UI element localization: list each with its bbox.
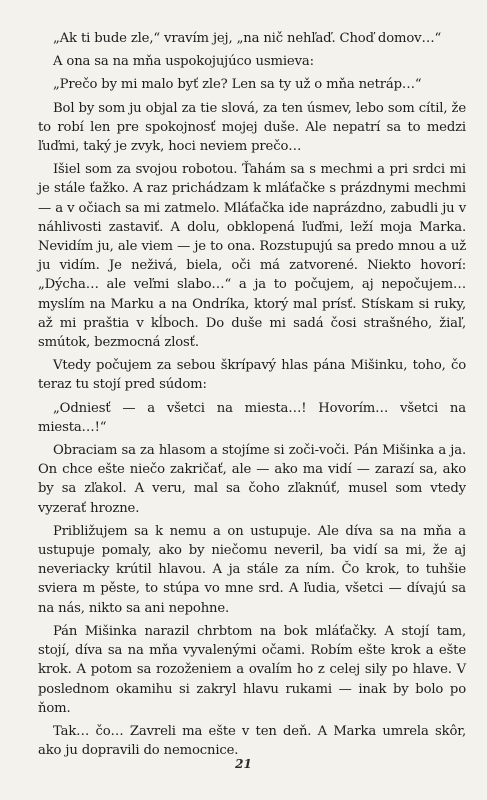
paragraph-8: Obraciam sa za hlasom a stojíme si zoči-voči. Pán Mišinka a ja. On chce ešte niečo zakričať, ale — ako ma vidí — zarazí sa, ako by sa zľakol. A veru, mal sa čoho zľaknúť, musel som vtedy vyzerať hrozne.: [38, 443, 466, 516]
paragraph-6: Vtedy počujem za sebou škrípavý hlas pána Mišinku, toho, čo teraz tu stojí pred súdom:: [38, 358, 466, 393]
page-number: 21: [235, 757, 252, 771]
paragraph-7: „Odniesť — a všetci na miesta…! Hovorím… všetci na miesta…!“: [38, 400, 466, 435]
paragraph-5: Išiel som za svojou robotou. Ťahám sa s mechmi a pri srdci mi je stále ťažko. A raz prichádzam k mláťačke s prázdnymi mechmi — a v očiach sa mi zatmelo. Mláťačka ide naprázdno, zabudli ju v náhlivosti zastaviť. A dolu, obklopená ľuďmi, leží moja Marka. Nevidím ju, ale viem — je to ona. Rozstupujú sa predo mnou a už ju vidím. Je neživá, biela, oči má zatvorené. Niekto hovorí: „Dýcha… ale veľmi slabo…“ a ja to počujem, aj nepočujem… myslím na Marku a na Ondríka, ktorý mal prísť. Stískam si ruky, až mi praštia v kĺboch. Do duše mi sadá čosi strašného, žiaľ, smútok, bezmocná zlosť.: [38, 162, 466, 351]
paragraph-1: „Ak ti bude zle,“ vravím jej, „na nič nehľaď. Choď domov…“: [53, 31, 442, 46]
paragraph-10: Pán Mišinka narazil chrbtom na bok mláťačky. A stojí tam, stojí, díva sa na mňa vyvalenými očami. Robím ešte krok a ešte krok. A potom sa rozoženiem a ovalím ho z celej sily po hlave. V poslednom okamihu si zakryl hlavu rukami — inak by bolo po ňom.: [38, 623, 466, 716]
paragraph-9: Približujem sa k nemu a on ustupuje. Ale díva sa na mňa a ustupuje pomaly, ako by niečomu neveril, ba vidí sa mi, že aj neveriacky krútil hlavou. A ja stále za ním. Čo krok, to tuhšie sviera m pěste, to stúpa vo mne srd. A ľudia, všetci — dívajú sa na nás, nikto sa ani nepohne.: [38, 523, 466, 616]
paragraph-4: Bol by som ju objal za tie slová, za ten úsmev, lebo som cítil, že to robí len pre spokojnosť mojej duše. Ale nepatrí sa to medzi ľuďmi, taký je zvyk, hoci neviem prečo…: [38, 100, 466, 155]
body-text: [38, 29, 466, 764]
paragraph-11: Tak… čo… Zavreli ma ešte v ten deň. A Marka umrela skôr, ako ju dopravili do nemocnice.: [38, 723, 466, 759]
paragraph-3: „Prečo by mi malo byť zle? Len sa ty už o mňa netráp…“: [53, 77, 422, 93]
paragraph-2: A ona sa na mňa uspokojujúco usmieva:: [53, 54, 314, 70]
